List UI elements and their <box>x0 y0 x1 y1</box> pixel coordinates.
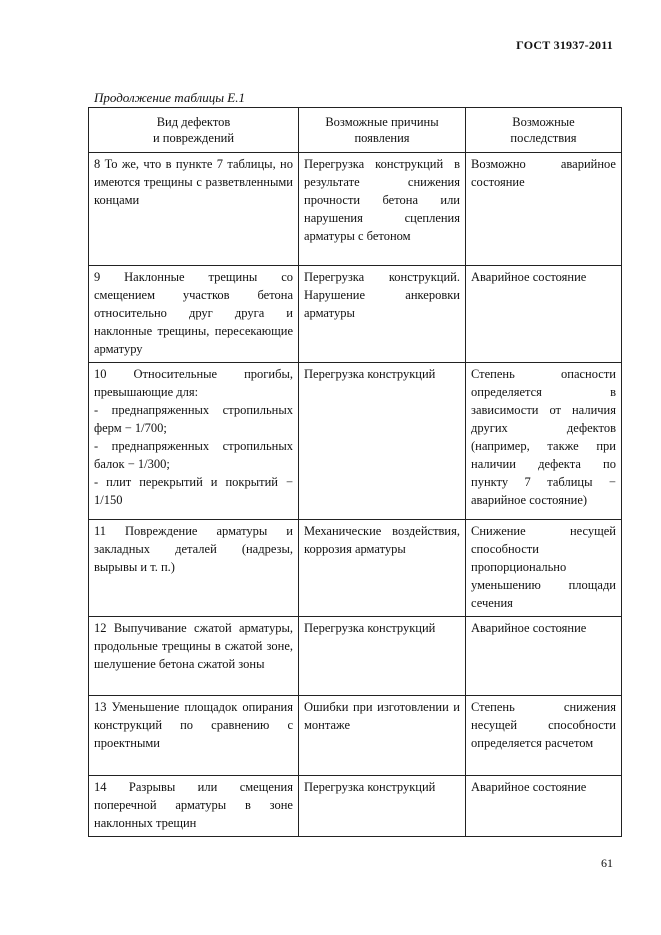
table-body <box>89 153 622 837</box>
header-line: появления <box>354 131 410 145</box>
consequence-cell: Снижение несущей способности пропорционально уменьшению площади сечения <box>466 520 622 617</box>
cause-cell: Перегрузка конструкций <box>299 776 466 837</box>
defect-text: 12 Выпучивание сжатой арматуры, продольные трещины в сжатой зоне, шелушение бетона сжатой зоны <box>94 621 293 671</box>
cause-cell: Ошибки при изготовлении и монтаже <box>299 696 466 776</box>
defects-table <box>88 107 622 837</box>
defect-subitem: - преднапряженных стропильных ферм − 1/700; <box>94 403 293 435</box>
table-row <box>89 696 622 776</box>
defect-text: 8 То же, что в пункте 7 таблицы, но имеются трещины с разветвленными концами <box>94 157 293 207</box>
defect-text: 14 Разрывы или смещения поперечной арматуры в зоне наклонных трещин <box>94 780 293 830</box>
cause-cell: Перегрузка конструкций. Нарушение анкеровки арматуры <box>299 266 466 363</box>
table-row <box>89 153 622 266</box>
table-row <box>89 617 622 696</box>
cause-cell: Перегрузка конструкций <box>299 363 466 520</box>
table-row <box>89 266 622 363</box>
table-row <box>89 776 622 837</box>
consequence-cell: Аварийное состояние <box>466 266 622 363</box>
consequence-cell: Аварийное состояние <box>466 617 622 696</box>
defect-cell <box>89 776 299 837</box>
consequence-cell: Степень снижения несущей способности определяется расчетом <box>466 696 622 776</box>
document-code: ГОСТ 31937-2011 <box>516 38 613 52</box>
defect-cell <box>89 520 299 617</box>
header-row <box>89 108 622 153</box>
header-line: Возможные <box>512 115 575 129</box>
table-row <box>89 363 622 520</box>
defect-cell <box>89 153 299 266</box>
defect-cell <box>89 266 299 363</box>
header-causes <box>299 108 466 153</box>
header-line: Возможные причины <box>325 115 439 129</box>
defect-text: 10 Относительные прогибы, превышающие для: <box>94 367 293 399</box>
header-consequences <box>466 108 622 153</box>
header-line: Вид дефектов <box>156 115 231 129</box>
header-line: последствия <box>510 131 577 145</box>
table-caption: Продолжение таблицы Е.1 <box>94 90 245 105</box>
defect-cell <box>89 363 299 520</box>
defect-cell <box>89 617 299 696</box>
header-defect-type <box>89 108 299 153</box>
consequence-cell: Степень опасности определяется в зависимости от наличия других дефектов (например, также при наличии дефекта по пункту 7 таблицы − аварийное состояние) <box>466 363 622 520</box>
table-row <box>89 520 622 617</box>
defect-subitem: - плит перекрытий и покрытий − 1/150 <box>94 475 293 507</box>
defect-text: 9 Наклонные трещины со смещением участков бетона относительно друг друга и наклонные трещины, пересекающие арматуру <box>94 270 293 356</box>
cause-cell: Перегрузка конструкций <box>299 617 466 696</box>
consequence-cell: Аварийное состояние <box>466 776 622 837</box>
page-number: 61 <box>601 856 613 870</box>
defect-subitem: - преднапряженных стропильных балок − 1/300; <box>94 439 293 471</box>
defect-text: 13 Уменьшение площадок опирания конструкций по сравнению с проектными <box>94 700 293 750</box>
defect-text: 11 Повреждение арматуры и закладных деталей (надрезы, вырывы и т. п.) <box>94 524 293 574</box>
defect-cell <box>89 696 299 776</box>
table-header <box>89 108 622 153</box>
consequence-cell: Возможно аварийное состояние <box>466 153 622 266</box>
cause-cell: Механические воздействия, коррозия арматуры <box>299 520 466 617</box>
header-line: и повреждений <box>152 131 235 145</box>
cause-cell: Перегрузка конструкций в результате снижения прочности бетона или нарушения сцепления арматуры с бетоном <box>299 153 466 266</box>
